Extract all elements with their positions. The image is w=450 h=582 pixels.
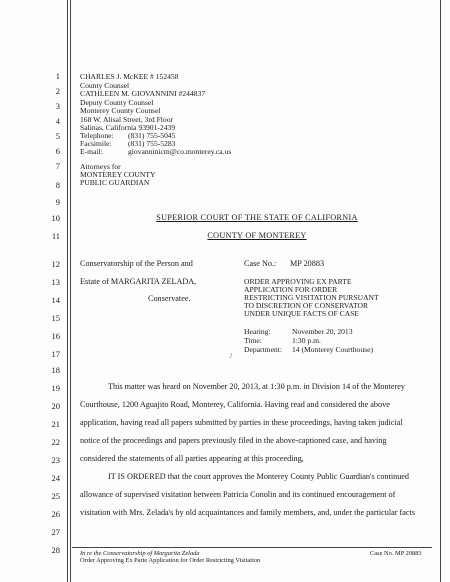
- footer-case-number: Case No. MP 20883: [370, 550, 422, 557]
- line-number: 7: [55, 161, 60, 171]
- line-number: 23: [51, 455, 60, 465]
- client-name-line-1: MONTEREY COUNTY: [80, 170, 156, 179]
- document-title-line-4: TO DISCRETION OF CONSERVATOR: [244, 301, 369, 310]
- document-title-line-3: RESTRICTING VISITATION PURSUANT: [244, 293, 379, 302]
- department-value: 14 (Monterey Courthouse): [292, 345, 373, 354]
- line-number: 6: [55, 146, 60, 156]
- paragraph-2-line-2: allowance of supervised visitation between Patricia Conolin and its continued encouragement of: [80, 490, 396, 499]
- court-name: SUPERIOR COURT OF THE STATE OF CALIFORNIA: [156, 213, 358, 222]
- line-number: 2: [55, 86, 60, 96]
- client-name-line-2: PUBLIC GUARDIAN: [80, 178, 150, 187]
- attorney-line-5: Monterey County Counsel: [80, 106, 161, 115]
- line-number: 9: [55, 197, 60, 207]
- hearing-label: Hearing:: [244, 327, 271, 336]
- line-number: 27: [51, 527, 60, 537]
- line-number: 4: [55, 116, 60, 126]
- line-number: 11: [51, 231, 60, 241]
- line-number: 19: [51, 383, 60, 393]
- attorney-line-2: County Counsel: [80, 81, 130, 90]
- paragraph-2-line-3: visitation with Mrs. Zelada's by old acquaintances and family members, and, under the particular facts: [80, 508, 416, 517]
- paragraph-2-line-1: IT IS ORDERED that the court approves the Monterey County Public Guardian's continued: [108, 472, 410, 481]
- paragraph-1-line-3: application, having read all papers submitted by parties in these proceedings, having taken judicial: [80, 418, 403, 427]
- line-number: 18: [51, 365, 60, 375]
- attorney-line-7: Salinas, California 93901-2439: [80, 123, 176, 132]
- attorney-line-6: 168 W. Alisal Street, 3rd Floor: [80, 115, 174, 124]
- line-number: 8: [55, 180, 60, 190]
- line-number: 3: [55, 101, 60, 111]
- line-number: 16: [51, 331, 60, 341]
- caption-slash: /: [230, 351, 233, 360]
- paragraph-1-line-1: This matter was heard on November 20, 2013, at 1:30 p.m. in Division 14 of the Monterey: [108, 382, 405, 391]
- attorneys-for-label: Attorneys for: [80, 162, 121, 171]
- footer-case-caption: In re the Conservatorship of Margarita Zelada: [80, 550, 200, 557]
- line-number: 5: [55, 131, 60, 141]
- document-title-line-1: ORDER APPROVING EX PARTE: [244, 277, 352, 286]
- footer-document-title: Order Approving Ex Parte Application for Order Restricting Visitation: [80, 557, 261, 564]
- document-title-line-2: APPLICATION FOR ORDER: [244, 285, 338, 294]
- left-margin-rule-inner: [70, 0, 71, 582]
- line-number: 13: [51, 277, 60, 287]
- time-value: 1:30 p.m.: [292, 336, 321, 345]
- line-number: 26: [51, 509, 60, 519]
- caption-party-line-3: Conservatee.: [148, 294, 191, 303]
- left-margin-rule: [67, 0, 68, 582]
- line-number: 17: [51, 349, 60, 359]
- paragraph-1-line-2: Courthouse, 1200 Aguajito Road, Monterey, California. Having read and considered the above: [80, 400, 390, 409]
- right-margin-rule: [440, 0, 441, 582]
- line-number: 24: [51, 473, 60, 483]
- attorney-line-3: CATHLEEN M. GIOVANNINI #244837: [80, 89, 206, 98]
- attorney-line-1: CHARLES J. McKEE # 152458: [80, 72, 179, 81]
- time-label: Time:: [244, 336, 262, 345]
- line-number: 10: [51, 213, 60, 223]
- paragraph-1-line-4: notice of the proceedings and papers previously filed in the above-captioned case, and having: [80, 436, 387, 445]
- case-number-value: MP 20883: [290, 259, 325, 268]
- telephone-value: (831) 755-5045: [128, 131, 176, 140]
- facsimile-label: Facsimile:: [80, 139, 112, 148]
- document-title-line-5: UNDER UNIQUE FACTS OF CASE: [244, 309, 360, 318]
- facsimile-value: (831) 755-5283: [128, 139, 176, 148]
- case-number-label: Case No.:: [244, 259, 277, 268]
- footer-rule: [72, 547, 432, 548]
- line-number: 28: [51, 545, 60, 555]
- line-number: 25: [51, 491, 60, 501]
- caption-party-line-1: Conservatorship of the Person and: [80, 259, 193, 268]
- line-number: 12: [51, 259, 60, 269]
- email-value: giovanninicm@co.monterey.ca.us: [128, 147, 232, 156]
- caption-party-line-2: Estate of MARGARITA ZELADA,: [80, 277, 197, 286]
- line-number: 22: [51, 437, 60, 447]
- hearing-value: November 20, 2013: [292, 327, 353, 336]
- line-number: 20: [51, 401, 60, 411]
- telephone-label: Telephone:: [80, 131, 114, 140]
- attorney-line-4: Deputy County Counsel: [80, 98, 154, 107]
- email-label: E-mail:: [80, 147, 103, 156]
- department-label: Department:: [244, 345, 282, 354]
- line-number: 1: [55, 71, 60, 81]
- line-number: 15: [51, 313, 60, 323]
- county-name: COUNTY OF MONTEREY: [207, 231, 307, 240]
- paragraph-1-line-5: considered the statements of all parties appearing at this proceeding,: [80, 454, 304, 463]
- line-number: 14: [51, 295, 60, 305]
- line-number: 21: [51, 419, 60, 429]
